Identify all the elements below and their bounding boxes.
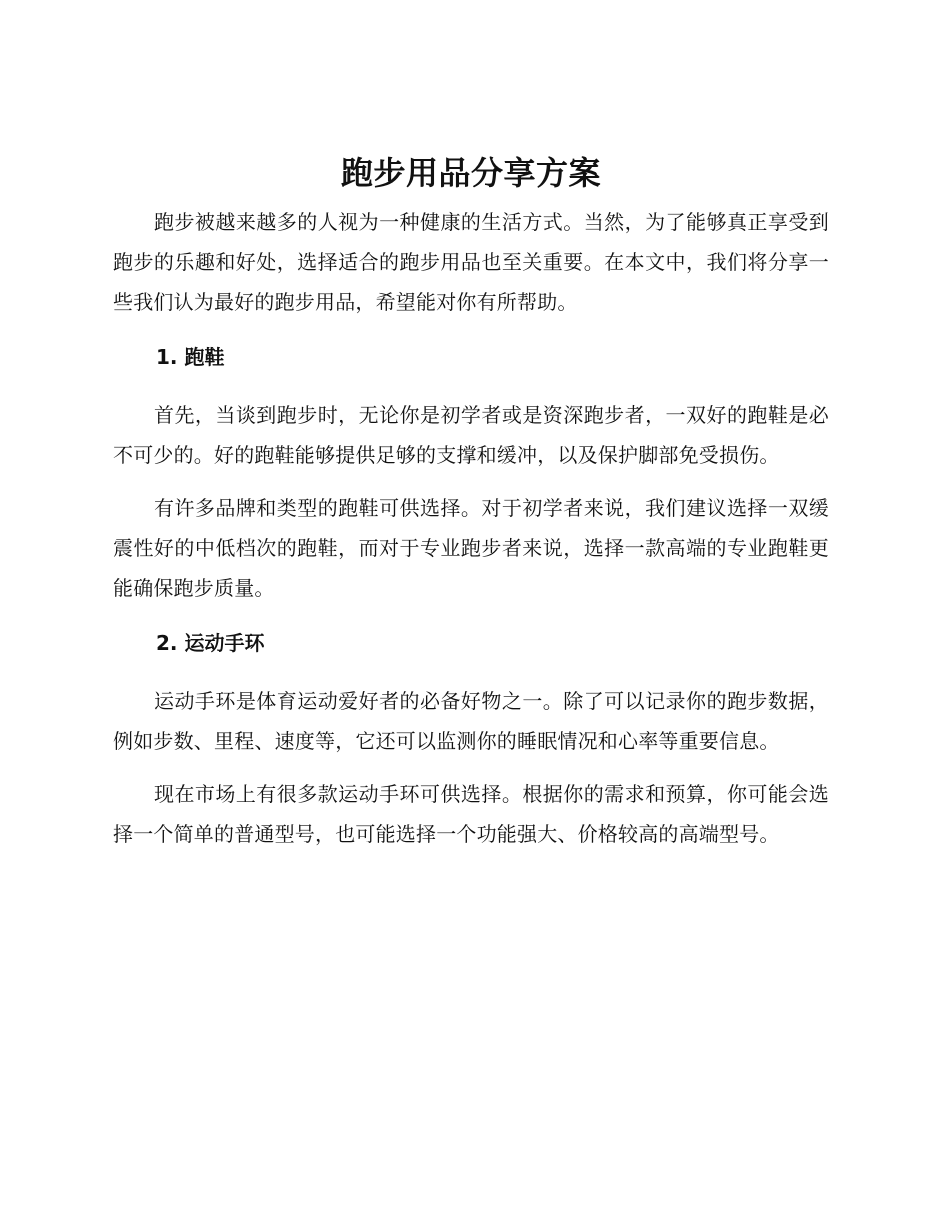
- page-title: 跑步用品分享方案: [340, 154, 601, 192]
- fitness-band-paragraph-2: 现在市场上有很多款运动手环可供选择。根据你的需求和预算，你可能会选择一个简单的普通型号，也可能选择一个功能强大、价格较高的高端型号。: [113, 782, 829, 846]
- document-content: [113, 150, 829, 854]
- intro-paragraph: 跑步被越来越多的人视为一种健康的生活方式。当然，为了能够真正享受到跑步的乐趣和好处，选择适合的跑步用品也至关重要。在本文中，我们将分享一些我们认为最好的跑步用品，希望能对你有所帮助。: [113, 210, 829, 314]
- section-heading-fitness-band: 2. 运动手环: [156, 631, 265, 655]
- running-shoes-paragraph-2: 有许多品牌和类型的跑鞋可供选择。对于初学者来说，我们建议选择一双缓震性好的中低档次的跑鞋，而对于专业跑步者来说，选择一款高端的专业跑鞋更能确保跑步质量。: [113, 496, 829, 600]
- fitness-band-paragraph-1: 运动手环是体育运动爱好者的必备好物之一。除了可以记录你的跑步数据，例如步数、里程、速度等，它还可以监测你的睡眠情况和心率等重要信息。: [113, 689, 829, 753]
- section-running-shoes: [113, 337, 829, 608]
- section-heading-running-shoes: 1. 跑鞋: [156, 345, 225, 369]
- section-fitness-band: [113, 623, 829, 854]
- running-shoes-paragraph-1: 首先，当谈到跑步时，无论你是初学者或是资深跑步者，一双好的跑鞋是必不可少的。好的跑鞋能够提供足够的支撑和缓冲，以及保护脚部免受损伤。: [113, 403, 829, 467]
